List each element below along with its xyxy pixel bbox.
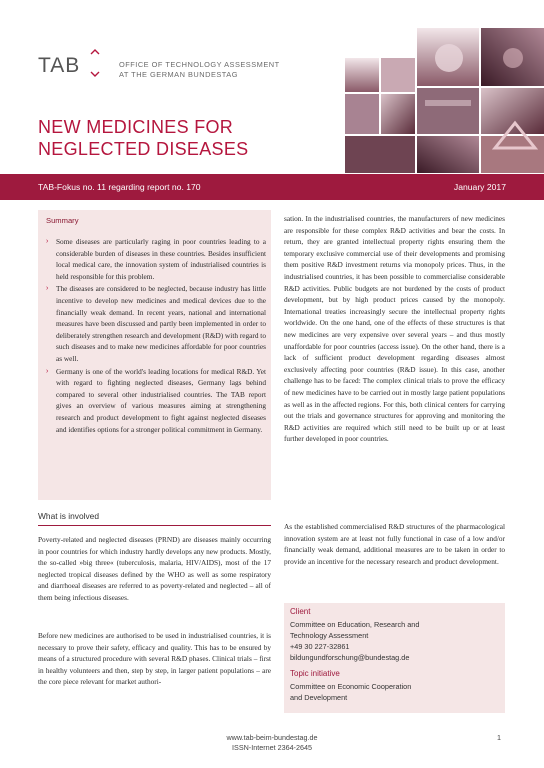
summary-item xyxy=(46,236,266,282)
topic-committee-line-2: and Development xyxy=(290,693,348,702)
client-phone: +49 30 227-32861 xyxy=(290,642,350,651)
footer-website-link[interactable]: www.tab-beim-bundestag.de xyxy=(226,733,318,742)
summary-item xyxy=(46,366,266,436)
office-line-2: AT THE GERMAN BUNDESTAG xyxy=(119,70,238,79)
paragraph: Poverty-related and neglected diseases (PRND) are diseases mainly occurring in poor countries for which industry hardly develops any new products. Mostly, the so-called »big three« (tuberculosis, malaria, HIV/AIDS), most of the 17 neglected tropical diseases defined by the WHO as well as some respiratory and diarrhoeal diseases are referred to as poverty-related and neglected – all of them being infectious diseases. xyxy=(38,535,271,602)
summary-title: Summary xyxy=(46,216,79,225)
header-photo-collage xyxy=(345,28,544,173)
photo-collage-image xyxy=(345,28,544,173)
report-reference: TAB-Fokus no. 11 regarding report no. 170 xyxy=(38,182,201,192)
logo-arrows-icon xyxy=(88,46,102,80)
bullet-icon: › xyxy=(46,367,49,375)
client-committee-line-2: Technology Assessment xyxy=(290,631,369,640)
page-number: 1 xyxy=(497,733,501,742)
office-name xyxy=(119,60,280,80)
publication-date: January 2017 xyxy=(453,182,506,192)
topic-initiative-heading: Topic initiative xyxy=(290,669,340,678)
info-band xyxy=(0,174,544,200)
paragraph: sation. In the industrialised countries, the manufacturers of new medicines are responsible for these complex R&D activities and bear the costs. In return, they are granted intellectual property rights ensuring them the temporary exclusive commercial use of their developments and promising them positive R&D investment returns via monopoly prices. Thus, in the industrialised countries, it has been possible to commercialise considerable R&D activities. Public budgets are not burdened by the costs of product development, but by high product prices caused by the monopoly. International treaties increasingly secure the intellectual property rights worldwide. On the one hand, one of the effects of these structures is that new medicines are very expensive over several years – and thus mostly unaffordable for poor countries (access issue). On the other hand, there is a lack of sufficient product development regarding diseases almost exclusively affecting poor countries (R&D issue). In this case, another challenge has to be faced: The complex clinical trials to prove the efficacy of new medicines have to be carried out in mostly large patient populations as well as in the affected regions. For this, both clinical centers for carrying out the trials and governance structures for approving and monitoring the R&D activities are required which still need to be built up or at least further developed in poor countries. xyxy=(284,214,505,444)
section-divider xyxy=(38,525,271,526)
paragraph: Before new medicines are authorised to be used in industrialised countries, it is necessary to prove their safety, efficacy and quality. This has to be ensured by means of a structured procedure with several R&D phases. Clinical trials – first in healthy volunteers and then, step by step, in larger patient populations – are the core piece relevant for market authori- xyxy=(38,631,271,687)
summary-list xyxy=(46,236,266,436)
paragraph: As the established commercialised R&D structures of the pharmacological innovation system are at least not fully functional in case of a low and/or financially weak demand, additional measures are to be taken in order to provide an incentive for the necessary research and product development. xyxy=(284,522,505,566)
bullet-icon: › xyxy=(46,285,49,293)
summary-item-text: Germany is one of the world's leading locations for medical R&D. Yet with regard to fighting neglected diseases, Germany lags behind compared to several other industrialised countries. The TAB report gives an overview of various measures aiming at strengthening research and product development to fight against neglected diseases and identifies options for a stronger political commitment in Germany. xyxy=(56,366,266,434)
office-line-1: OFFICE OF TECHNOLOGY ASSESSMENT xyxy=(119,60,280,69)
client-box xyxy=(284,603,505,713)
section-heading-what-is-involved: What is involved xyxy=(38,511,99,521)
title-line-2: NEGLECTED DISEASES xyxy=(38,139,249,159)
client-heading: Client xyxy=(290,607,311,616)
bullet-icon: › xyxy=(46,238,49,245)
client-email[interactable]: bildungundforschung@bundestag.de xyxy=(290,653,410,662)
title-line-1: NEW MEDICINES FOR xyxy=(38,117,234,137)
summary-item xyxy=(46,283,266,364)
footer-issn: ISSN-Internet 2364-2645 xyxy=(232,743,312,752)
topic-committee-line-1: Committee on Economic Cooperation xyxy=(290,682,412,691)
summary-box xyxy=(38,210,271,500)
client-committee-line-1: Committee on Education, Research and xyxy=(290,620,420,629)
summary-item-text: The diseases are considered to be neglected, because industry has little incentive to develop new medicines and medical devices due to the financially weak demand. In recent years, national and international measures have been discussed and partly been implemented in order to deliberately strengthen research and development (R&D) with regard to such diseases and to make new medicines affordable for poor countries as well. xyxy=(56,284,266,363)
summary-item-text: Some diseases are particularly raging in poor countries leading to a considerable burden of diseases in these countries. Besides insufficient local medical care, the innovation system of industrialised countries is held responsible for this problem. xyxy=(56,237,266,281)
document-title xyxy=(38,116,248,160)
tab-logo: TAB xyxy=(38,54,81,77)
